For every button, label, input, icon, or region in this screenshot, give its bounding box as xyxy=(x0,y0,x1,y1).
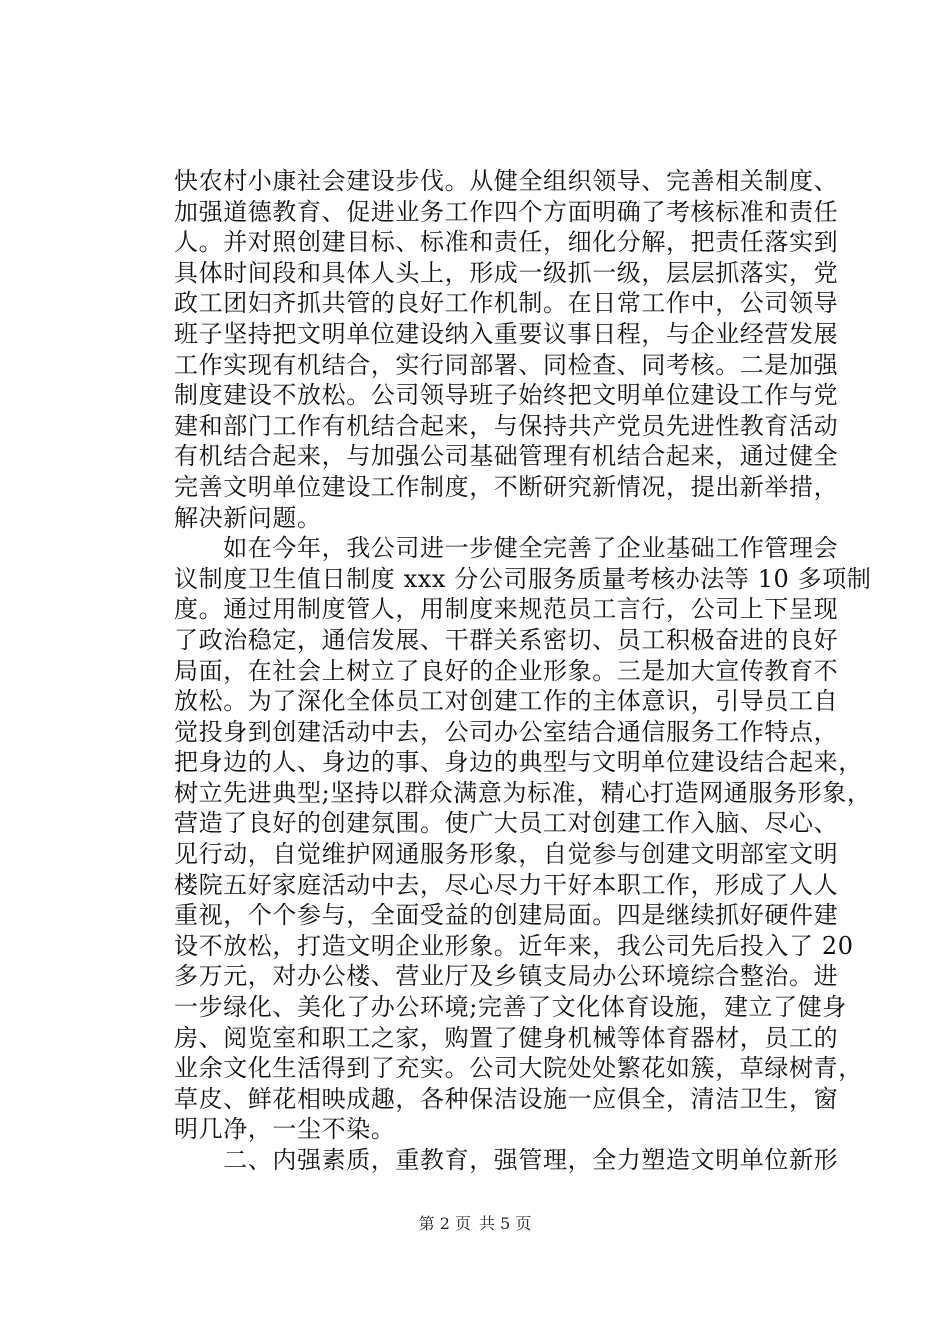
text-line: 议制度卫生值日制度 xxx 分公司服务质量考核办法等 10 多项制 xyxy=(174,564,872,593)
text-line: 加强道德教育、促进业务工作四个方面明确了考核标准和责任 xyxy=(174,197,839,226)
text-line: 班子坚持把文明单位建设纳入重要议事日程，与企业经营发展 xyxy=(174,319,839,348)
text-line: 树立先进典型;坚持以群众满意为标准，精心打造网通服务形象， xyxy=(174,778,872,807)
text-line: 营造了良好的创建氛围。使广大员工对创建工作入脑、尽心、 xyxy=(174,809,839,838)
text-line: 解决新问题。 xyxy=(174,503,322,532)
text-line: 政工团妇齐抓共管的良好工作机制。在日常工作中，公司领导 xyxy=(174,289,839,318)
text-line: 放松。为了深化全体员工对创建工作的主体意识，引导员工自 xyxy=(174,687,839,716)
text-line: 见行动，自觉维护网通服务形象，自觉参与创建文明部室文明 xyxy=(174,840,839,869)
text-line: 了政治稳定，通信发展、干群关系密切、员工积极奋进的良好 xyxy=(174,625,839,654)
text-line: 业余文化生活得到了充实。公司大院处处繁花如簇，草绿树青， xyxy=(174,1054,863,1083)
text-line: 明几净，一尘不染。 xyxy=(174,1115,396,1144)
text-line: 度。通过用制度管人，用制度来规范员工言行，公司上下呈现 xyxy=(174,595,839,624)
text-line: 工作实现有机结合，实行同部署、同检查、同考核。二是加强 xyxy=(174,350,839,379)
text-line: 多万元，对办公楼、营业厅及乡镇支局办公环境综合整治。进 xyxy=(174,962,839,991)
text-line: 设不放松，打造文明企业形象。近年来，我公司先后投入了 20 xyxy=(174,931,854,960)
text-line: 建和部门工作有机结合起来，与保持共产党员先进性教育活动 xyxy=(174,411,839,440)
text-line: 觉投身到创建活动中去，公司办公室结合通信服务工作特点， xyxy=(174,717,839,746)
text-line: 人。并对照创建目标、标准和责任，细化分解，把责任落实到 xyxy=(174,228,839,257)
page-total: 共 5 页 xyxy=(479,1214,532,1233)
text-line: 局面，在社会上树立了良好的企业形象。三是加大宣传教育不 xyxy=(174,656,839,685)
text-line: 具体时间段和具体人头上，形成一级抓一级，层层抓落实，党 xyxy=(174,258,839,287)
paragraph-start-line: 如在今年，我公司进一步健全完善了企业基础工作管理会 xyxy=(174,534,839,563)
text-line: 有机结合起来，与加强公司基础管理有机结合起来，通过健全 xyxy=(174,442,839,471)
body-text xyxy=(174,166,872,1176)
text-line: 快农村小康社会建设步伐。从健全组织领导、完善相关制度、 xyxy=(174,167,839,195)
text-line: 一步绿化、美化了办公环境;完善了文化体育设施，建立了健身 xyxy=(174,993,847,1022)
text-line: 房、阅览室和职工之家，购置了健身机械等体育器材，员工的 xyxy=(174,1023,839,1052)
text-line: 草皮、鲜花相映成趣，各种保洁设施一应俱全，清洁卫生，窗 xyxy=(174,1084,839,1113)
section-heading-line: 二、内强素质，重教育，强管理，全力塑造文明单位新形 xyxy=(174,1146,839,1174)
text-line: 楼院五好家庭活动中去，尽心尽力干好本职工作，形成了人人 xyxy=(174,870,839,899)
page-footer xyxy=(0,1214,950,1234)
page-number: 第 2 页 xyxy=(418,1214,471,1233)
text-line: 重视，个个参与，全面受益的创建局面。四是继续抓好硬件建 xyxy=(174,901,839,930)
text-line: 制度建设不放松。公司领导班子始终把文明单位建设工作与党 xyxy=(174,381,839,410)
text-line: 把身边的人、身边的事、身边的典型与文明单位建设结合起来， xyxy=(174,748,863,777)
text-line: 完善文明单位建设工作制度，不断研究新情况，提出新举措， xyxy=(174,472,839,501)
